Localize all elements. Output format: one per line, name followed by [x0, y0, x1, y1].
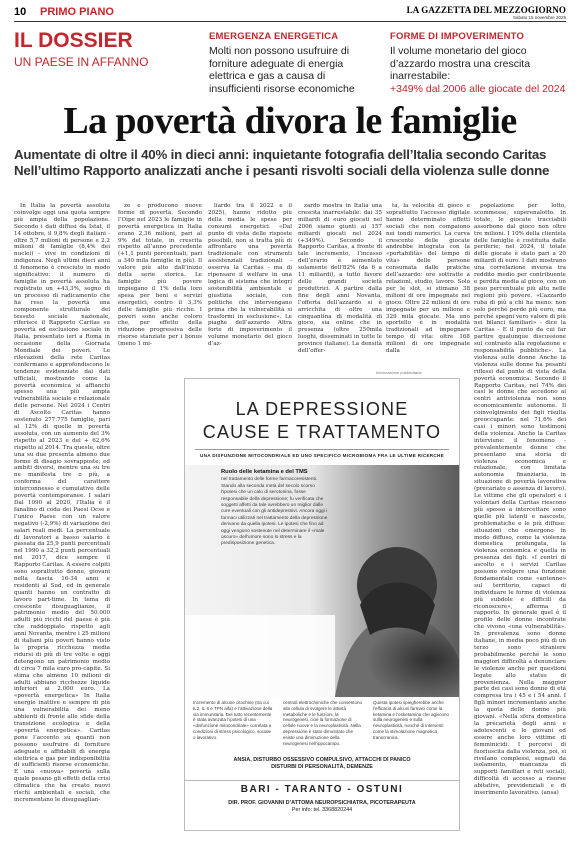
ad-divider	[195, 449, 449, 450]
energy-box	[209, 31, 377, 95]
subheadline: Aumentate di oltre il 40% in dieci anni: inquietante fotografia dell’Italia secondo Caritas Nell’ultimo Rapporto analizzati anche i pesanti risvolti sociali della violenza sulle donne	[14, 147, 550, 178]
ad-conditions-line2: DISTURBI DI PERSONALITÀ, DEMENZE	[271, 764, 373, 770]
energy-box-text: Molti non possono usufruire di forniture adeguate di energia elettrica e gas a causa di insufficienti risorse economiche	[209, 45, 355, 95]
article-text: In Italia la povertà assoluta coinvolge oggi una quota sempre più ampia della popolazione. Secondo i dati diffusi da Istat, il 14 ottobre, il 9,8% degli italiani - oltre 5,7 milioni di persone e 2,2 milioni di famiglie (8,4% dei nuclei) - vive in condizioni di indigenza. Negli ultimi dieci anni il fenomeno è cresciuto in modo significativo: il numero di famiglie in povertà assoluta ha registrato un +43,3%, segno di un processo di radicamento che ha reso la povertà una componente strutturale del tessuto sociale nazionale, riferisce il Rapporto Caritas su povertà ed esclusione sociale in Italia, presentato ieri a Roma in occasione della Giornata Mondiale dei poveri. Le rilevazioni della rete Caritas confermano e approfondiscono le tendenze evidenziate dai dati ufficiali, mostrando come la povertà economica si affianchi spesso una più ampia vulnerabilità sociale e relazionale delle persone. Nel 2024 i Centri di Ascolto Caritas hanno sostenuto 277.775 famiglie, pari al 12% di quelle in povertà assoluta, con un aumento del 3% rispetto al 2023 e del + 62,6% rispetto al 2014. Tra queste, oltre una su due presenta almeno due forme di disagio sovrapposte; ed ambiti diversi, mentre una su tre ne manifesta tre o più, a conferma del carattere interconnesso e cumulativo delle povertà contemporanee. I salari Dal 1990 al 2020, l’Italia è il fanalino di coda dei Paesi Ocse e l’unico Paese con un valore negativo (-2,9%) di variazione dei salari reali medi. La percentuale di lavoratori a basso salario è passata da 25,9 punti percentuali nel 1990 a 32,2 punti percentuali nel 2017, dice sempre il Rapporto Caritas. A essere colpiti sono soprattutto donne, giovani nella fascia 16-34 anni e residenti al Sud, ed in generale quanti hanno un contratto di lavoro part-time. In tema di crescente disuguaglianze, il patrimonio medio del 50.000 adulti più ricchi del paese è più che raddoppiato rispetto agli anni Novanta, mentre i 25 milioni di italiani più poveri hanno visto la propria ricchezza media ridursi di più di tre volte e oggi detengono un patrimonio medio di circa 7 mila euro pro-capite. Si stima che almeno 10 milioni di adulti abbiano ricchezze liquide inferiori ai 2.000 euro. La «povertà energetica» In Italia energie inattive e sempre di più una vulnerabilità dei meno abbienti di fronte alle sfide della transizione ecologica e della «povertà energetica». Caritas pone l’accento su quanti non possono usufruire di forniture adeguate e affidabili di energia elettrica e gas per indisponibilità di sufficienti risorse economiche. E una «nuova» povertà sulla quale pesano gli effetti della crisi climatica che ha creato nuovi rischi ambientali e sociali, che incrementano le disuguaglian-	[14, 203, 110, 803]
article-text: popolazione per lotto, scommesse, superenalotto. In totale, le giocate tracciabili assorbono dal gioco non oltre tre milioni. I 10% della clientela delle famiglie è costituita dalle periferie; nel 2024, il totale delle giocate è stato pari a 20 miliardi di euro. I dati mostrano una correlazione inversa tra reddito medio per contribuente e perdita media al gioco, con un peso percentuale più alto nelle regioni più povere. «L’azzardo ruba di più a chi ha meno: non solo perché perde più euro, ma perché spegni vero valore di più nei bilanci familiari» - dice la Caritas - E il punto da cui far partire qualunque discussione sul contrasto alla regolazione e responsabilità pubbliche». La violenza sulle donne Anche la violenza sulle donne ha pesanti riflessi dal punto di vista della povertà economica. Secondo il Rapporto Caritas, nel 74% dei casi le donne che accedono ai centri antiviolenza non sono economicamente autonome. Il coinvolgimento dei figli risulta preoccupante: nel 71,6% dei casi i minori sono testimoni della violenza. Anche la Caritas interviene: il fenomeno - prevalentemente donne che presentano una storia di violenza economica e relazionale, con limitata autonomia finanziaria, in situazione di povertà lavorativa (precariato o assenza di lavoro). Le vittime che gli operatori e i volontari della Caritas riescono più spesso a intercettare sono quelle più latenti e nascoste, problematiche e le più diffuse: situazioni che emergono in modo diffuso, come la violenza domestica prolungata, la violenza economica e quella in presenza dei figli. «I centri di ascolto e i servizi Caritas possono svolgere una funzione fondamentale come «antenne» sul territorio, capaci di individuare le forme di violenza più subdole e difficili da riconoscere», afferma il rapporto. In generale quel è il profilo delle donne incontrate che vivono «una vulnerabilità». In prevalenza sono donne italiane, in media poco più di un terzo sono straniere probabilmente perché le sono maggiori difficoltà a denunciare le violenze anche per questioni legate allo status di provenienza. Nella maggior parte dei casi sono donne di età compresa tra i 45 e i 54 anni. I figli minori incrementano anche la quota delle donne più giovani. «Nella sfera domestica la precarietà degli anni e adolescenti e le giovani ed essere anche loro vittime di femminicidi. I percorsi di fuoriuscita dalla violenza, poi, si rivelano complessi, segnati da isolamento, mancanza di supporti familiari e reti sociali, difficoltà di accesso a risorse abitative, previdenziali e di inserimento lavorativo. (ansa)	[474, 203, 566, 797]
ad-footer	[185, 757, 459, 813]
ad-conditions-line1: ANSIA, DISTURBO OSSESSIVO COMPULSIVO, ATTACCHI DI PANICO	[233, 757, 411, 763]
ad-tagline: UNA DISFUNZIONE MITOCONDRIALE ED UNO SPECIFICO MICROBIOMA FRA LE ULTIME RICERCHE	[199, 453, 445, 458]
headline: La povertà divora le famiglie	[63, 100, 517, 142]
impoverishment-box-text: Il volume monetario del gioco d’azzardo mostra una crescita inarrestabile:	[390, 45, 531, 82]
ad-doctor: DIR. PROF. GIOVANNI D’ATTOMA NEUROPSICHIATRA, PICOTERAPEUTA	[228, 800, 416, 806]
ad-side-text	[221, 469, 329, 548]
masthead: LA GAZZETTA DEL MEZZOGIORNO	[406, 5, 566, 15]
impoverishment-box	[390, 31, 570, 95]
ad-column-1: Incremento di alcune citochine (tra cui IL2, IL 6 e TPN alfa) e l’attivazione della via immunitaria. Del tutto recentemente è stata avanzata l’ipotesi di una «disfunzione mitocondriale» correlata a condizioni di stress psicologico, sociale o lavorativo.	[193, 700, 273, 740]
impoverishment-box-highlight: +349% dal 2006 alle giocate del 2024	[390, 82, 566, 95]
impoverishment-box-title: FORME DI IMPOVERIMENTO	[390, 31, 525, 42]
ad-side-heading: Ruolo delle ketamina e del TMS	[221, 469, 308, 475]
ad-title-line2: CAUSE E TRATTAMENTO	[202, 422, 442, 442]
ad-side-paragraph: nel trattamento delle forme farmacoresistenti. Stando alla seconda metà del secolo scorso l’ipotesi che un calo di serotonina, fosse responsabile della depressione; fu verificata che soggetti affetti da tale avrebbero un miglior dalle cure eventuali con gli antidepressivi. Ancora oggi i farmaci utilizzati nel trattamento della depressione derivano da quella ipotesi. Le ipotesi che fino ad oggi vengono sostenute nel determinare il «male oscuro» dell’umore sono lo stress e la predisposizione genetica.	[221, 477, 328, 547]
ad-phone: Per info: tel. 3368820244	[291, 807, 353, 813]
article-text: ze e producono nuove forme di povertà. Secondo l’Oipe nel 2023 le famiglie in povertà energetica in Italia erano 2,36 milioni, pari al 9% del totale, in crescita rispetto all’anno precedente (+1,1 punti percentuali, pari a 340 mila famiglie in più). Il valore più alto dall’inizio della serie storica. Le famiglie più povere impiegano il 1% della loro spesa per beni e servizi energetici, contro il 3,3% delle famiglie più ricche. I poveri sono anche coloro che, per effetto della riduzione progressiva delle risorse stanziate per i bonus (meno 1 mi-	[118, 203, 202, 348]
article-text: liardo tra il 2022 e il 2025), hanno ridotto più della media le spese per consumi energetici. «Dal punto di vista delle risposte possibili, non si tratta più di affrontare una povertà tradizionale con strumenti assistenziali tradizionali - osserva la Caritas - ma di ripensare il welfare in una logica di sistema che integri sostenibilità ambientale e giustizia sociale, con politiche che intervengano prima che la vulnerabilità si trasformi in esclusione». Le piaghe dell’azzardo Altra forte di impoverimento il volume monetario del gioco d’az-	[208, 203, 292, 348]
ad-label: Informazione pubblicitaria	[376, 370, 422, 375]
article-text: ta, la velocità di gioco e soprattutto l’accesso digitale hanno determinato effetti sociali che non compaiono nei tondi numerici. La curva crescente delle giocate andrebbe integrata con la «portabilità» del tempo di vita» delle persone consumata dalle pratiche dell’azzardo: ore sottratte a relazioni, studio, lavoro. Solo per le slot, si stimano 38 milioni di ore impegnate nel gioco. Oltre 22 milioni di ore impegnate per un milione e 329 mila giocate. Ma uno sportello è in modalità tradizionali ad impegnare tempo di vita: oltre 168 milioni di ore impegnate dalla	[386, 203, 470, 355]
ad-columns	[193, 700, 453, 754]
ad-column-2: centrali elettrochimiche che consentono alla cellula di svolgere le attività metaboliche e le funzioni, la neurogenesi, cioè la formazione di cellule nuove e la neuroplasticità. Nella depressione è stato dimostrato che esiste una diminuzione della neurogenesi nell’ippocampo.	[283, 700, 363, 746]
page-header	[14, 6, 566, 22]
ad-cities: BARI - TARANTO - OSTUNI	[185, 780, 459, 795]
article-text: zardo mostra in Italia una crescita inarrestabile: dai 35 miliardi di euro giocati nel 2006 siamo giunti ai 157 miliardi giocati nel 2024 (+349%). Secondo il Rapporto Caritas, a fronte di tale incremento, l’incasso dell’erario è aumentato solamente dell’82% (da 6 a 11 miliardi), a tutto favore delle grandi società produttrici. A partire dalla fine degli anni Novanta, l’offerta dell’azzardo si è arricchita di oltre una cinquantina di modalità di gioco, sia online che in presenza (oltre 250mila luoghi, disseminati in tutte le province italiane). La densità dell’offer-	[298, 203, 382, 355]
dossier-subtitle: UN PAESE IN AFFANNO	[14, 55, 149, 69]
page-number: 10	[14, 6, 27, 18]
issue-date: Sabato 15 novembre 2025	[512, 15, 566, 20]
section-label: PRIMO PIANO	[40, 6, 114, 18]
article-column-1	[14, 203, 110, 804]
ad-column-3: Questa ipotesi spiegherebbe anche l’efficacia di alcuni farmaci come la ketamina e l’esketamina che agiscono sulla neurogenesi e sulla neuroplasticità, nonché di interventi come la stimolazione magnetica transcranica.	[373, 700, 450, 740]
ad-title-line1: LA DEPRESSIONE	[235, 399, 409, 419]
article-column-6	[474, 203, 566, 797]
energy-box-title: EMERGENZA ENERGETICA	[209, 31, 339, 42]
dossier-label: IL DOSSIER	[14, 29, 133, 52]
advertisement	[184, 378, 460, 831]
